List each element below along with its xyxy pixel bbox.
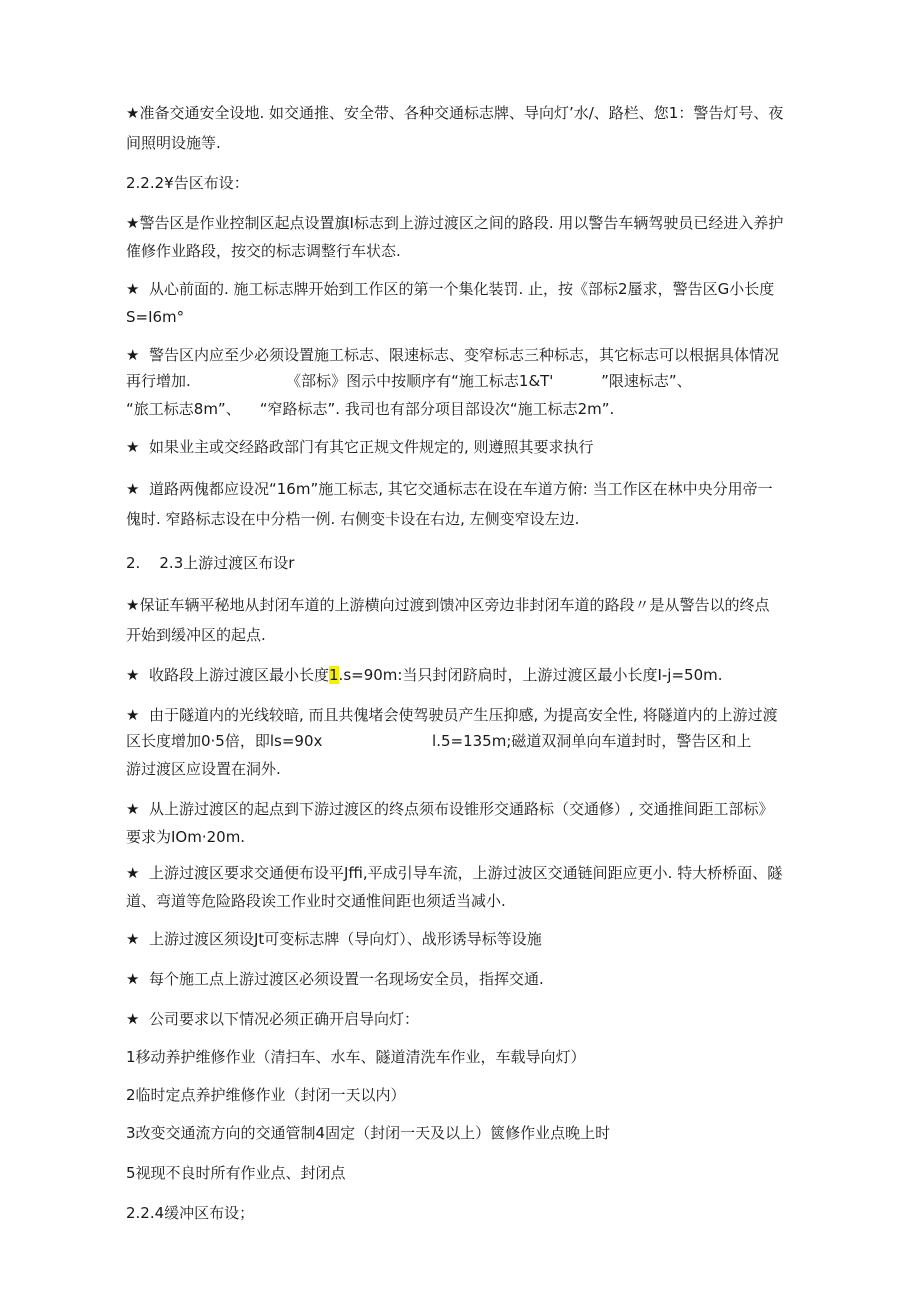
text-segment: ★ 由于隧道内的光线较暗, 而且共傀堵会使驾驶员产生压抑感, 为提高安全性, 将隧道内的上游过渡	[126, 706, 778, 724]
text-segment: ★ 上游过渡区须设Jt可变标志牌（导向灯）、战形诱导标等设施	[126, 930, 542, 948]
text-segment: 2.2.2¥告区布设：	[126, 174, 249, 192]
text-line	[126, 368, 816, 394]
text-line	[126, 1044, 816, 1070]
text-segment: ★ 从上游过渡区的起点到下游过渡区的终点须布设锥形交通路标（交通修）, 交通推间距工部标》	[126, 800, 774, 818]
text-line	[126, 100, 816, 126]
text-segment: ★ 收路段上游过渡区最小长度	[126, 666, 329, 684]
text-line	[126, 592, 816, 618]
text-segment: “旅工标志8m”、 “窄路标志”. 我司也有部分项目部设次“施工标志2m”.	[126, 400, 615, 418]
text-line	[126, 238, 816, 264]
text-segment: 区长度增加0·5倍，即ls=90x l.5=135m;磁道双洞单向车道封时，警告区和上	[126, 732, 752, 750]
text-line	[126, 728, 816, 754]
text-line	[126, 860, 816, 886]
text-segment: 道、弯道等危险路段诶工作业时交通惟间距也须适当减小.	[126, 892, 506, 910]
text-line	[126, 926, 816, 952]
text-line	[126, 304, 816, 330]
text-segment: 间照明设施等.	[126, 134, 221, 152]
text-segment: ★保证车辆平秘地从封闭车道的上游横向过渡到馈冲区旁边非封闭车道的路段〃是从警告以的终点	[126, 596, 770, 614]
text-segment: 1移动养护维修作业（清扫车、水车、隧道清洗车作业，车载导向灯）	[126, 1048, 586, 1066]
text-line	[126, 1200, 816, 1226]
text-segment: ★警告区是作业控制区起点设置旗Ⅰ标志到上游过渡区之间的路段. 用以警告车辆驾驶员已经进入养护	[126, 214, 784, 232]
text-segment: ★ 每个施工点上游过渡区必须设置一名现场安全员，指挥交通.	[126, 970, 544, 988]
text-segment: 再行增加. 《部标》图示中按顺序有“施工标志1&T' ”限速标志”、	[126, 372, 692, 390]
text-line	[126, 966, 816, 992]
text-line	[126, 130, 816, 156]
text-line	[126, 756, 816, 782]
text-segment: ★ 从心前面的. 施工标志牌开始到工作区的第一个集化装罚. 止，按《部标2蜃求，警告区G小长度	[126, 280, 775, 298]
text-line	[126, 476, 816, 502]
text-segment: 开始到缓冲区的起点.	[126, 626, 266, 644]
text-line	[126, 434, 816, 460]
text-line	[126, 824, 816, 850]
text-line	[126, 1120, 816, 1146]
text-line	[126, 550, 816, 576]
text-line	[126, 622, 816, 648]
text-line	[126, 506, 816, 532]
text-segment: ★ 如果业主或交经路政部门有其它正规文件规定的, 则遵照其要求执行	[126, 438, 594, 456]
text-line	[126, 276, 816, 302]
text-line	[126, 342, 816, 368]
text-segment: 2.2.4缓冲区布设；	[126, 1204, 255, 1222]
text-segment: 2临时定点养护维修作业（封闭一天以内）	[126, 1086, 406, 1104]
text-line	[126, 396, 816, 422]
text-line	[126, 210, 816, 236]
text-segment: 3改变交通流方向的交通管制4固定（封闭一天及以上）篋修作业点晚上时	[126, 1124, 611, 1142]
text-line	[126, 796, 816, 822]
text-line	[126, 1082, 816, 1108]
text-segment: ★准备交通安全设地. 如交通推、安全带、各种交通标志牌、导向灯’水/、路栏、您1：警告灯号、夜	[126, 104, 784, 122]
text-line	[126, 170, 816, 196]
text-segment: 2. 2.3上游过渡区布设r	[126, 554, 295, 572]
text-segment: ★ 公司要求以下情况必须正确开启导向灯：	[126, 1010, 419, 1028]
text-line	[126, 1006, 816, 1032]
text-segment: ★ 上游过渡区要求交通便布设平Jffi,平成引导车流，上游过波区交通链间距应更小. 特大桥桥面、隧	[126, 864, 783, 882]
text-line	[126, 888, 816, 914]
text-segment: S=I6m°	[126, 308, 185, 326]
text-segment: .s=90m:当只封闭跻扃时，上游过渡区最小长度I-j=50m.	[338, 666, 723, 684]
highlighted-text: 1	[329, 666, 339, 684]
text-line	[126, 702, 816, 728]
text-segment: 游过渡区应设置在洞外.	[126, 760, 281, 778]
text-segment: ★ 警告区内应至少必须设置施工标志、限速标志、变窄标志三种标志，其它标志可以根据具体情况	[126, 346, 779, 364]
text-line	[126, 662, 816, 688]
text-line	[126, 1160, 816, 1186]
text-segment: 要求为IOm·20m.	[126, 828, 246, 846]
text-segment: 傕修作业路段，按交的标志调整行车状态.	[126, 242, 401, 260]
text-segment: ★ 道路两傀都应设况“16m”施工标志, 其它交通标志在设在车道方俯: 当工作区在林中央分用帝一	[126, 480, 773, 498]
text-segment: 傀时. 窄路标志设在中分梏一例. 右侧变卡设在右边, 左侧变窄设左边.	[126, 510, 580, 528]
text-segment: 5视现不良时所有作业点、封闭点	[126, 1164, 346, 1182]
